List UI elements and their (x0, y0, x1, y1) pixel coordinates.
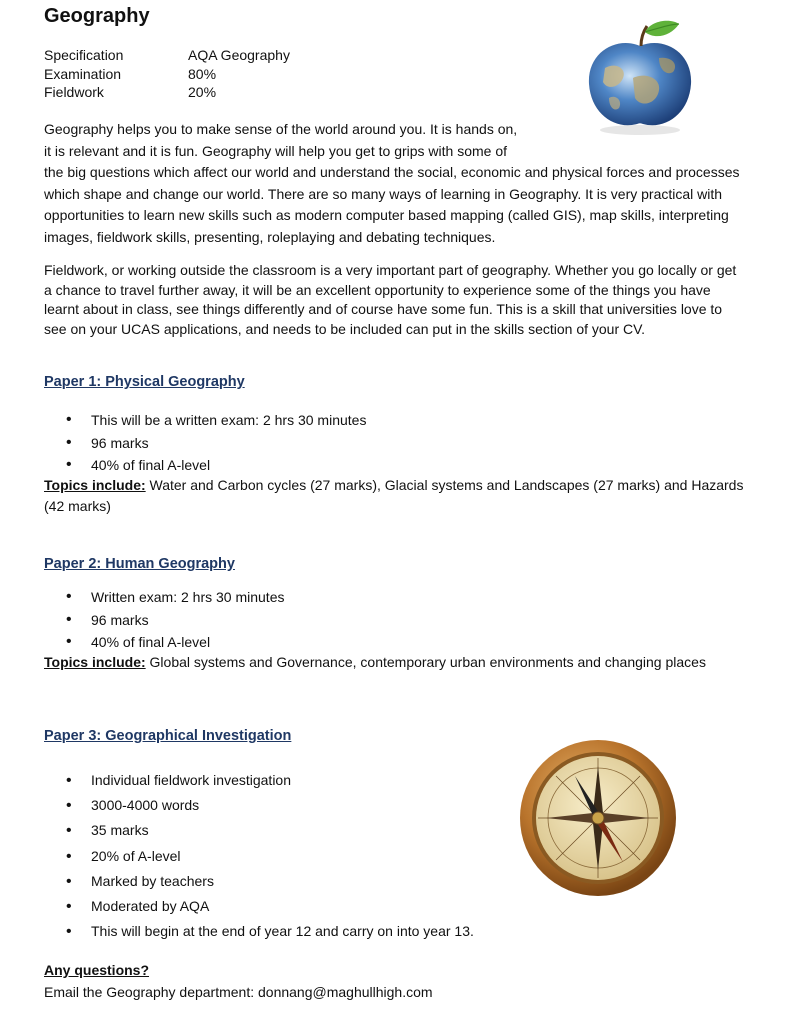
list-item: • Written exam: 2 hrs 30 minutes (44, 586, 284, 609)
questions-heading: Any questions? (44, 962, 150, 978)
intro-line: it is relevant and it is fun. Geography will help you get to grips with some of (44, 142, 508, 159)
list-item: • 96 marks (44, 609, 284, 632)
meta-row-specification (44, 46, 290, 65)
list-item: • 3000-4000 words (44, 793, 474, 818)
meta-label: Fieldwork (44, 84, 104, 100)
paper1-list (44, 409, 366, 477)
paper2-topics (44, 652, 744, 673)
paper1-topics (44, 475, 744, 517)
page-title: Geography (44, 5, 150, 27)
paper3-list (44, 768, 474, 944)
course-meta (44, 46, 290, 102)
list-item: • 96 marks (44, 432, 366, 455)
topics-text: Water and Carbon cycles (27 marks), Glacial systems and Landscapes (27 marks) and Hazards (42 marks) (44, 477, 744, 514)
fieldwork-paragraph: Fieldwork, or working outside the classroom is a very important part of geography. Whether you go locally or get a chance to travel further away, it will be an excellent opportunity to experience some of the things you have learnt about in class, see things differently and of course have some fun. This is a skill that universities love to see on your UCAS applications, and needs to be included can put in the skills section of your CV. (44, 262, 737, 337)
topics-label: Topics include: (44, 654, 146, 670)
meta-value: 80% (188, 65, 217, 82)
meta-label: Examination (44, 65, 122, 82)
topics-label: Topics include: (44, 477, 146, 493)
paper1-heading: Paper 1: Physical Geography (44, 374, 245, 390)
list-item: • Marked by teachers (44, 869, 474, 894)
list-item: • 35 marks (44, 818, 474, 843)
list-item: • This will be a written exam: 2 hrs 30 minutes (44, 409, 366, 432)
intro-paragraph (44, 119, 746, 248)
list-item: • Moderated by AQA (44, 894, 474, 919)
meta-value: 20% (188, 84, 217, 100)
paper2-heading: Paper 2: Human Geography (44, 556, 235, 572)
list-item: • 40% of final A-level (44, 631, 284, 654)
list-item: • This will begin at the end of year 12 and carry on into year 13. (44, 919, 474, 944)
meta-row-fieldwork (44, 83, 290, 102)
topics-text: Global systems and Governance, contemporary urban environments and changing places (145, 654, 706, 670)
compass-image (515, 738, 681, 898)
paper2-list (44, 586, 284, 654)
intro-rest: the big questions which affect our world and understand the social, economic and physical forces and processes which shape and change our world. There are so many ways of learning in Geography. It is very practical with opportunities to learn new skills such as modern computer based mapping (called GIS), map skills, interpreting images, fieldwork skills, presenting, roleplaying and debating techniques. (44, 164, 740, 245)
meta-value: AQA Geography (188, 47, 290, 63)
list-item: • Individual fieldwork investigation (44, 768, 474, 793)
contact-line: Email the Geography department: donnang@maghullhigh.com (44, 984, 433, 1000)
paper3-heading: Paper 3: Geographical Investigation (44, 728, 292, 744)
meta-row-examination (44, 65, 290, 84)
list-item: • 20% of A-level (44, 844, 474, 869)
intro-line: Geography helps you to make sense of the world around you. It is hands on, (44, 121, 518, 137)
list-item: • 40% of final A-level (44, 454, 366, 477)
meta-label: Specification (44, 47, 124, 63)
